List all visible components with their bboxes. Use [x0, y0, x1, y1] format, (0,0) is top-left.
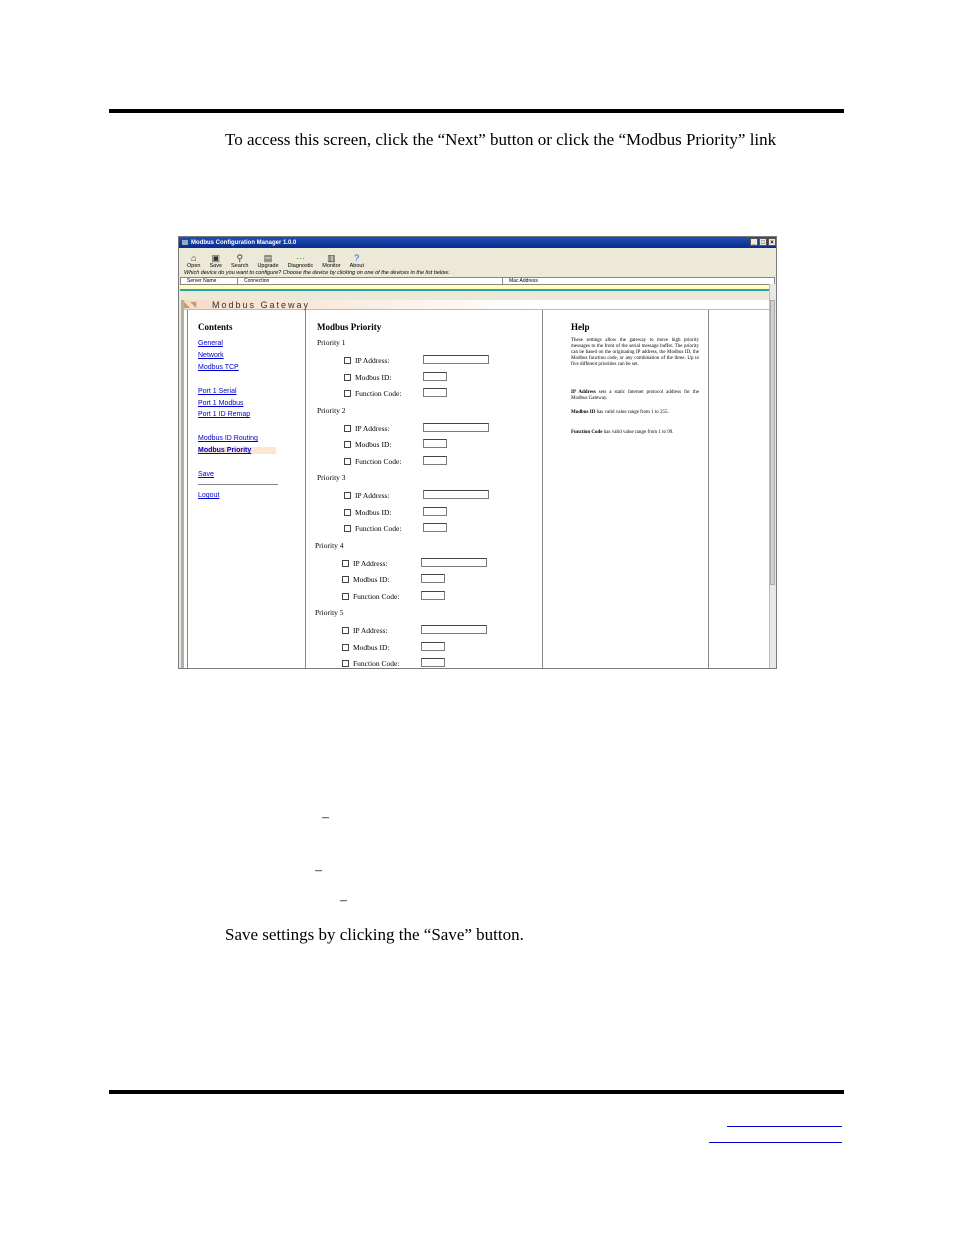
device-prompt: Which device do you want to configure? Choose the device by clicking on one of the devices in the list below.: [184, 270, 450, 276]
priority-2-field-1: [344, 424, 390, 433]
priority-1-field-2: [344, 373, 391, 382]
help-ip-term: IP Address: [571, 390, 596, 395]
intro-paragraph: To access this screen, click the “Next” button or click the “Modbus Priority” link: [225, 130, 777, 149]
open-button[interactable]: [187, 254, 200, 269]
save-instruction: Save settings by clicking the “Save” button.: [225, 925, 524, 944]
priority-5-label-3: Function Code:: [353, 659, 400, 668]
priority-4-label-3: Function Code:: [353, 591, 400, 601]
window-title: Modbus Configuration Manager 1.0.0: [191, 239, 297, 246]
modbus-priority-title: Modbus Priority: [317, 322, 382, 332]
contents-title: Contents: [198, 322, 233, 332]
priority-5-label-2: Modbus ID:: [353, 642, 390, 652]
priority-5-input-2[interactable]: [421, 642, 445, 651]
disk-icon: ▣: [211, 253, 220, 263]
left-border: [187, 310, 188, 669]
priority-3-input-1[interactable]: [423, 490, 489, 499]
priority-3-checkbox-1[interactable]: [344, 492, 351, 499]
nav-link-port1-modbus[interactable]: Port 1 Modbus: [198, 400, 244, 407]
priority-5-field-3: [342, 659, 399, 668]
dash-1: –: [322, 810, 329, 825]
contents-divider: [305, 310, 306, 669]
priority-4-field-1: [342, 559, 388, 568]
open-label: Open: [187, 263, 201, 269]
footer-link-2[interactable]: [709, 1142, 842, 1143]
diagnostic-icon: ⋯: [295, 253, 305, 263]
app-icon: [182, 240, 188, 245]
nav-link-port1-serial[interactable]: Port 1 Serial: [198, 388, 237, 395]
priority-4-checkbox-3[interactable]: [342, 593, 349, 600]
minimize-icon[interactable]: _: [750, 238, 758, 246]
priority-2-checkbox-2[interactable]: [344, 441, 351, 448]
help-fc-text: has valid value range from 1 to 99.: [603, 430, 674, 435]
dash-2: –: [315, 863, 322, 878]
priority-1-checkbox-3[interactable]: [344, 390, 351, 397]
column-server-name[interactable]: Server Name: [181, 278, 238, 284]
help-function-code: [571, 430, 699, 436]
column-connection[interactable]: Connection: [238, 278, 503, 284]
dash-3: –: [340, 893, 347, 908]
window-controls: [750, 238, 776, 246]
priority-5-title: Priority 5: [315, 608, 344, 617]
priority-1-checkbox-2[interactable]: [344, 374, 351, 381]
save-label: Save: [209, 263, 223, 269]
priority-3-title: Priority 3: [317, 473, 346, 482]
priority-1-input-3[interactable]: [423, 388, 447, 397]
priority-1-input-2[interactable]: [423, 372, 447, 381]
priority-2-label-2: Modbus ID:: [355, 440, 392, 449]
column-mac-address[interactable]: Mac Address: [509, 278, 538, 284]
priority-2-input-2[interactable]: [423, 439, 447, 448]
save-button[interactable]: [209, 254, 222, 269]
priority-4-label-1: IP Address:: [353, 558, 388, 568]
maximize-icon[interactable]: □: [759, 238, 767, 246]
upgrade-button[interactable]: [257, 254, 278, 269]
about-label: About: [349, 263, 364, 269]
priority-4-field-2: [342, 575, 389, 584]
priority-2-checkbox-3[interactable]: [344, 458, 351, 465]
gateway-logo-icon: ◣◥: [184, 300, 197, 309]
priority-3-checkbox-3[interactable]: [344, 525, 351, 532]
footer-link-1[interactable]: [727, 1126, 842, 1127]
about-button[interactable]: [350, 254, 364, 269]
priority-1-label-2: Modbus ID:: [355, 372, 392, 382]
priority-5-input-3[interactable]: [421, 658, 445, 667]
help-icon: ?: [354, 253, 360, 263]
priority-5-checkbox-2[interactable]: [342, 644, 349, 651]
scrollbar-thumb[interactable]: [770, 300, 775, 585]
monitor-icon: ▥: [327, 253, 336, 263]
help-fc-term: Function Code: [571, 430, 603, 435]
footer-rule: [109, 1090, 844, 1094]
search-label: Search: [231, 263, 249, 269]
priority-3-label-2: Modbus ID:: [355, 507, 392, 517]
priority-1-label-3: Function Code:: [355, 389, 402, 398]
priority-3-label-3: Function Code:: [355, 524, 402, 533]
monitor-button[interactable]: [322, 254, 340, 269]
priority-2-label-1: IP Address:: [355, 423, 390, 433]
help-id-text: has valid value range from 1 to 255.: [596, 410, 669, 415]
nav-link-save[interactable]: Save: [198, 471, 214, 478]
priority-2-field-2: [344, 440, 391, 449]
priority-4-input-3[interactable]: [421, 591, 445, 600]
search-icon: ⚲: [236, 253, 244, 263]
priority-4-input-2[interactable]: [421, 574, 445, 583]
nav-link-modbus-tcp[interactable]: Modbus TCP: [198, 364, 239, 371]
priority-2-input-1[interactable]: [423, 423, 489, 432]
nav-link-port1-id-remap[interactable]: Port 1 ID Remap: [198, 411, 251, 418]
priority-3-field-3: [344, 524, 401, 533]
priority-1-label-1: IP Address:: [355, 356, 390, 365]
help-title: Help: [571, 322, 590, 332]
priority-4-checkbox-2[interactable]: [342, 576, 349, 583]
device-list-row[interactable]: [180, 285, 775, 291]
priority-2-checkbox-1[interactable]: [344, 425, 351, 432]
nav-link-modbus-id-routing[interactable]: Modbus ID Routing: [198, 435, 258, 442]
priority-3-label-1: IP Address:: [355, 491, 390, 500]
priority-4-checkbox-1[interactable]: [342, 560, 349, 567]
help-id-term: Modbus ID: [571, 410, 596, 415]
nav-separator: [198, 484, 278, 485]
priority-5-checkbox-1[interactable]: [342, 627, 349, 634]
priority-2-input-3[interactable]: [423, 456, 447, 465]
vertical-scrollbar[interactable]: [769, 284, 776, 669]
priority-2-label-3: Function Code:: [355, 456, 402, 466]
priority-5-field-2: [342, 643, 389, 652]
priority-5-input-1[interactable]: [421, 625, 487, 634]
diagnostic-button[interactable]: [288, 254, 314, 269]
priority-3-input-2[interactable]: [423, 507, 447, 516]
nav-link-general[interactable]: General: [198, 340, 223, 347]
priority-5-label-1: IP Address:: [353, 626, 388, 635]
help-intro: These settings allow the gateway to move high priority messages to the front of the serial message buffer. The priority can be based on the originating IP address, the Modbus ID, the Modbus function code, or any combination of the three. Up to five different priorities can be set.: [571, 338, 699, 367]
priority-2-field-3: [344, 457, 401, 466]
upgrade-icon: ▤: [263, 253, 273, 263]
web-content: [181, 300, 773, 669]
priority-4-title: Priority 4: [315, 540, 344, 550]
upgrade-label: Upgrade: [257, 263, 279, 269]
folder-icon: ⌂: [191, 253, 197, 263]
priority-5-field-1: [342, 626, 388, 635]
priority-1-title: Priority 1: [317, 338, 346, 347]
toolbar: [179, 248, 776, 269]
device-list-header: [180, 277, 775, 285]
help-divider: [542, 310, 543, 669]
priority-5-checkbox-3[interactable]: [342, 660, 349, 667]
right-divider: [708, 310, 709, 669]
nav-link-modbus-priority[interactable]: Modbus Priority: [198, 447, 276, 454]
priority-1-field-3: [344, 389, 401, 398]
app-window-screenshot: [178, 236, 777, 669]
header-rule: [109, 109, 844, 113]
gateway-banner: [184, 300, 773, 310]
title-bar: [179, 237, 776, 248]
priority-4-label-2: Modbus ID:: [353, 575, 390, 584]
priority-4-input-1[interactable]: [421, 558, 487, 567]
priority-1-field-1: [344, 356, 390, 365]
priority-1-input-1[interactable]: [423, 355, 489, 364]
help-ip-address: [571, 390, 699, 402]
nav-link-network[interactable]: Network: [198, 352, 224, 359]
diagnostic-label: Diagnostic: [287, 263, 314, 269]
priority-1-checkbox-1[interactable]: [344, 357, 351, 364]
priority-3-checkbox-2[interactable]: [344, 509, 351, 516]
search-button[interactable]: [231, 254, 248, 269]
nav-link-logout[interactable]: Logout: [198, 492, 220, 499]
help-modbus-id: [571, 410, 699, 416]
priority-3-field-1: [344, 491, 390, 500]
help-ip-text: sets a static Internet protocol address for the Modbus Gateway.: [571, 390, 699, 401]
priority-4-field-3: [342, 592, 399, 601]
priority-3-field-2: [344, 508, 391, 517]
close-icon[interactable]: ×: [768, 238, 776, 246]
priority-2-title: Priority 2: [317, 405, 346, 415]
monitor-label: Monitor: [322, 263, 341, 269]
priority-3-input-3[interactable]: [423, 523, 447, 532]
banner-title: Modbus Gateway: [212, 299, 311, 310]
